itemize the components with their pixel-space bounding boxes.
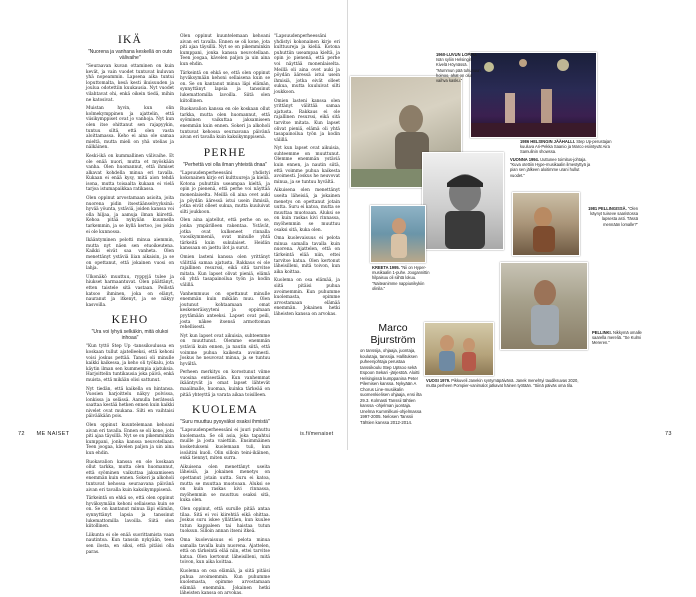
caption-label: KREETA 1995. (372, 265, 400, 270)
photo-pellinki-figure (501, 263, 587, 349)
perhe-paragraph: Olen aina ajatellut, että perhe on se, jonka ympärilleen rakentaa. Ystävät, jotka ovat kulkeneet rinnalla vuosikymmeniä, ovat minulle yhtä tärkeitä kuin sukulaiset. Heidän kanssaan on jaettu ilot ja surut. (180, 218, 270, 252)
kuolema-continued-paragraph: Aikuisena olen menettänyt useita läheisiä, ja jokainen menetys on opettanut jotain uutta. Suru ei katoa, mutta se muuttaa muotoaan. Aluksi se on kuin raskas kivi rinnassa, myöhemmin se muuttuu osaksi sitä, kuka olen. (274, 188, 340, 233)
keho-paragraph: Olen oppinut kuuntelemaan kehoani aivan eri tavalla. Ennen se oli kone, jota piti ajaa täysillä. Nyt se on pikemminkin kumppani, jonka kanssa neuvotellaan. Teen joogaa, kävelen paljon ja uin aina kun ehdin. (86, 423, 174, 457)
left-magazine-label: ME NAISET (36, 431, 70, 437)
caption-text: "Olen käynyt tuiseve saaristossa lapsesta asti. Tässä mennään lomalle?" (590, 206, 638, 227)
section-perhe-title: PERHE (203, 146, 247, 159)
photo-1979-figures (425, 323, 493, 375)
section-kuolema-title: KUOLEMA (192, 404, 258, 417)
section-ika-quote: "Nuorena ja vanhana keskellä on outo välivaihe" (87, 49, 173, 61)
left-column-1 (86, 34, 174, 555)
caption-text: Step Up-perustajan kuuluva Ari-Pekka Saanio ja Marco esiintyvät Aira Samulinin showssa. (520, 139, 612, 155)
section-ika-header (86, 34, 174, 61)
perhe-paragraph: Perheen merkitys on korostunut viime vuosina entisestään. Kun vanhemmat ikääntyvät ja omat lapset lähtevät maailmalle, huomaa, kuinka tärkeää on pitää yhteyttä ja varata aikaa toisilleen. (180, 370, 270, 398)
section-ika-title: IKÄ (117, 34, 143, 46)
photo-1981-figure (513, 193, 579, 255)
caption-text: Pikkuveli Janekin syntymäpäivänä. Janek menehtyi taudiksuvas 2020, mutta perheen Pompier-vanimalot jatkavat häinen työtään. "Siinä päiväs oma tila. (426, 378, 579, 389)
keho-continued-paragraph: Ruokavalion kanssa en ole koskaan ollut tarkka, mutta olen huomannut, että syöminen vaikuttaa jaksamiseen enemmän kuin ennen. Sokeri ja alkoholi tuntuvat kehossa seuraavana päivänä aivan eri tavalla kuin kaksikymppisenä. (180, 107, 270, 141)
perhe-paragraph: "Lapsuudenperheessäni yhdistyi kokonainen kirjo eri kulttuureja ja kieliä. Kotona puhuttiin useampaa kieltä, ja opin jo pienenä, että perhe voi näyttää monenlaiselta. Meillä oli aina ovet auki ja pöydän ääressä istui usein ihmisiä, jotka eivät olleet sukua, mutta kuuluivat silti joukkoon. (180, 170, 270, 215)
perhe-continued-paragraph: Omien lasteni kanssa olen yrittänyt välittää samaa ajatusta. Rakkaus ei ole rajallinen resurssi, eikä sitä tarvitse mitata. Kun lapset olivat pieniä, elämä oli yhtä tasapainoilua työn ja kodin välillä. (274, 98, 340, 143)
photo-1979-birthday (424, 322, 494, 376)
bio-name (360, 322, 426, 346)
bio-text: on tanssija, ohjaaja, juontaja, koulutaja, tanssija. Hallituksen puheenjohtaja perustaa tanssikoulu Step Uptsoo sekä Espoon Sekari -järjestöä. Aloitti Helsingissä kumppanina Peter Pilemisen kanssa. Nykyään A Chorus Line-musiikalin suomenkielisen ohjaaja, ensi ilta 29.3. Kolmasti Tanssii tähtien kanssa -ohjelman juontaja. Unelma Kummilkuni-ohjelmassa 1997-2005. Nelosen Tanssii Tähtien kanssa 2012-2014. (360, 348, 422, 425)
caption-1995 (372, 265, 438, 291)
keho-continued-paragraph: Olen oppinut kuuntelemaan kehoani aivan eri tavalla. Ennen se oli kone, jota piti ajaa täysillä. Nyt se on pikemminkin kumppani, jonka kanssa neuvotellaan. Teen joogaa, kävelen paljon ja uin aina kun ehdin. (180, 34, 270, 67)
photo-1995-figure (371, 206, 425, 262)
left-column-2 (180, 34, 270, 597)
caption-1979 (426, 378, 588, 388)
keho-paragraph: "Kun tyttö Step Up -tanssikoulussa en koskaan tullut ajatelleeksi, että kehoni voisi joskus pettää. Tanssi oli minulle kaikki kaikessa, ja keho oli työkalu, jota käytin ilman sen kummempia ajatuksia. Harjoittelin tuntikausia joka päivä, enkä muista, että mikään olisi sattunut. (86, 344, 174, 383)
section-perhe-header (180, 147, 270, 168)
kuolema-continued-paragraph: Oma kuolevaisuus ei pelota minua samalla tavalla kuin nuorena. Ajattelen, että on tärkeintä elää niin, ettei tarvitse katua. Olen kertonut läheisilleni, mitä toivon, kun aika koittaa. (274, 236, 340, 275)
keho-paragraph: Nyt tiedän, että kaikella on hintansa. Vuosien harjoittelu näkyy polvissa, lonkissa ja selässä. Aamulla herätessä saattaa kestää hetken ennen kuin kaikki nivelet ovat mukana. Silti en vaihtaisi päivääkään pois. (86, 386, 174, 420)
photo-1986-helsinki-stage (470, 52, 597, 138)
bio-last-name: Bjurström (370, 334, 416, 346)
ika-paragraph: Olen oppinut arvostamaan asioita, joita nuorena pidin itsestäänselvyyksinä: hyvää yöunta, ystäviä, joiden kanssa voi olla hiljaa, ja aamuja ilman kiirettä. Kehoa pitää nykyään kuunnella tarkemmin, ja se kyllä kertoo, jos jokin ei ole kunnossa. (86, 196, 174, 235)
ika-paragraph: "Seuraavan kuvan ottaminen on kuin kevät, ja vain vuodet tuntuvat kuluvan yhä nopeammin. Lapsena aika tuntui loputtomalta, kesä kesti ikuisuuden ja joulua odotettiin kuukausia. Nyt vuodet vilahtavat ohi, enkä oikein tiedä, mihin ne katosivat. (86, 64, 174, 103)
caption-text: Isän syliin Helsingin Kivelä Höynässä. "Mummun pää tuhunuun hoinoo, ahat on olut vaihva kasku." (436, 57, 481, 84)
caption-1960s (436, 52, 484, 83)
kuolema-paragraph: Olen oppinut, että surulle pitää antaa tilaa. Sitä ei voi kiirehtiä eikä ohittaa. Joskus suru iskee yllättäen, kun kuulee tutun kappaleen tai haistaa tutun tuoksun. Silloin annan itseni itkeä. (180, 506, 270, 535)
ika-paragraph: Ulkonäkö muuttuu, ryppyjä tulee ja hiukset harmaantuvat. Olen päättänyt, etten taistele sitä vastaan. Peilistä katsoo ihminen, joka on elänyt, nauranut ja itkenyt, ja se näkyy kasvoilla. (86, 274, 174, 308)
perhe-continued-paragraph: Nyt kun lapset ovat aikuisia, suhteemme on muuttunut. Olemme enemmän ystäviä kuin ennen, ja nautin siitä, että voimme puhua kaikesta avoimesti. Joskus he neuvovat minua, ja se tuntuu hyvältä. (274, 146, 340, 185)
photo-1994-figure (423, 153, 503, 249)
left-column-3 (274, 34, 340, 426)
caption-1994 (510, 157, 592, 178)
kuolema-paragraph: "Lapsuudenperheessäni ei juuri puhuttu kuolemasta. Se oli asia, joka tapahtui muille ja josta vaiettiin. Ensimmäinen kosketukseni kuolemaan tuli, kun isoäitini kuoli. Olin silloin teini-ikäinen, enkä tiennyt, miten surra. (180, 428, 270, 462)
caption-text: Uuttunee toimitus-johtaja. "Kuva otettiin Hype-musikaalin ilmestyttyä ja pian sen jälkeen aloitimme urani hullut vuodet." (510, 157, 591, 178)
perhe-paragraph: Vanhemmuus on opettanut minulle enemmän kuin mikään muu. Olen joutunut kohtaamaan omat keskeneräisyyteni ja oppimaan pyytämään anteeksi. Lapset ovat peili, josta näkee itsensä armottoman rehellisesti. (180, 291, 270, 331)
kuolema-paragraph: Aikuisena olen menettänyt useita läheisiä, ja jokainen menetys on opettanut jotain uutta. Suru ei katoa, mutta se muuttaa muotoaan. Aluksi se on kuin raskas kivi rinnassa, myöhemmin se muuttuu osaksi sitä, kuka olen. (180, 464, 270, 504)
section-keho-header (86, 314, 174, 341)
ika-paragraph: Ikääntyminen pelotti minua aiemmin, mutta nyt näen sen etuoikeutena. Kaikki eivät saa vanheta. Olen menettänyt ystäviä liian aikaisin, ja se on opettanut, että jokainen vuosi on lahja. (86, 238, 174, 272)
caption-label: PELLINKI. (592, 330, 612, 335)
section-kuolema-header (180, 404, 270, 425)
section-perhe-quote: "Perhettä voi olla ilman yhteistä dnaa" (183, 161, 267, 168)
bio-first-name: Marco (378, 322, 408, 334)
photo-1994-portrait (422, 152, 504, 250)
caption-text: Nikkymä omalle saarella mereliä. "Se Kulmi Mereren." (592, 330, 642, 346)
page-gutter (347, 0, 348, 450)
ika-paragraph: Keski-ikä on kummallinen välivaihe. Et ole enää nuori, mutta et myöskään vanha. Olen huomannut, että ihmiset alkavat kohdella minua eri tavalla. Kukaan ei enää kysy, mitä aion tehdä isona, mutta toisaalta kukaan ei vielä tarjoa istumapaikkaa ratikassa. (86, 153, 174, 193)
kuolema-continued-paragraph: Kuolema on osa elämää, ja siitä pitäisi puhua avoimemmin. Kun puhumme kuolemasta, opimme arvostamaan elämää enemmän. Jokainen hetki läheisten kanssa on arvokas. (274, 278, 340, 317)
left-folio (18, 431, 69, 437)
keho-paragraph: Tärkeintä on ehkä se, että olen oppinut hyväksymään kehoni sellaisena kuin se on. Se on kantanut minua läpi elämän, synnyttänyt lapsia ja tanssinut lukemattomilla lavoilla. Siitä olen kiitollinen. (86, 496, 174, 530)
perhe-paragraph: Omien lasteni kanssa olen yrittänyt välittää samaa ajatusta. Rakkaus ei ole rajallinen resurssi, eikä sitä tarvitse mitata. Kun lapset olivat pieniä, elämä oli yhtä tasapainoilua työn ja kodin välillä. (180, 255, 270, 288)
photo-pellinki-island (500, 262, 588, 350)
perhe-paragraph: Nyt kun lapset ovat aikuisia, suhteemme on muuttunut. Olemme enemmän ystäviä kuin ennen, ja nautin siitä, että voimme puhua kaikesta avoimesti. Joskus he neuvovat minua, ja se tuntuu hyvältä. (180, 333, 270, 367)
keho-continued-paragraph: Tärkeintä on ehkä se, että olen oppinut hyväksymään kehoni sellaisena kuin se on. Se on kantanut minua läpi elämän, synnyttänyt lapsia ja tanssinut lukemattomilla lavoilla. Siitä olen kiitollinen. (180, 70, 270, 104)
kuolema-paragraph: Kuolema on osa elämää, ja siitä pitäisi puhua avoimemmin. Kun puhumme kuolemasta, opimme arvostamaan elämää enemmän. Jokainen hetki läheisten kanssa on arvokas. (180, 568, 270, 597)
photo-1981-pellinki (512, 192, 580, 256)
caption-label: VUONNA 1994. (510, 157, 539, 162)
ika-paragraph: Muistan hyvin, kun olin kolmekymppinen ja ajattelin, että viisikymppiset ovat jo vanhoja. Nyt kun olen itse ohittanut sen rajapyykin, tuntuu siltä, että olen vasta aloittamassa. Keho ei aina ole samaa mieltä, mutta mieli on yhä utelias ja nälkäinen. (86, 106, 174, 151)
caption-text: "Nii on Hyper-musikaalin 1-puhe. Joogannittin hilpaisuu oli siihtä lokuu. "Naiteanimme nappiunikykiin olinila." (372, 265, 430, 291)
caption-1981 (586, 206, 638, 227)
caption-1986 (520, 139, 612, 155)
caption-label: 1986 HELSINGIN JÄÄHALLI. (520, 139, 576, 144)
photo-1986-stage-lights (471, 53, 596, 137)
section-keho-quote: "Ura voi lyhyä selkäkin, mitä olukoi inhoaa" (91, 329, 169, 342)
keho-paragraph: Liikunta ei ole enää suorittamista vaan nautintoa. Kun tanssin nykyään, teen sen ilosta, en siksi, että pitäisi olla paras. (86, 532, 174, 555)
right-page-number: 73 (665, 431, 672, 437)
left-page-number: 72 (18, 431, 25, 437)
kuolema-paragraph: Oma kuolevaisuus ei pelota minua samalla tavalla kuin nuorena. Ajattelen, että on tärkeintä elää niin, ettei tarvitse katua. Olen kertonut läheisilleni, mitä toivon, kun aika koittaa. (180, 537, 270, 566)
caption-label: 1981 PELLINGISSÄ. (588, 206, 627, 211)
caption-label: VUOSI 1979. (426, 378, 451, 383)
right-url: is.fi/menaiset (300, 431, 334, 437)
section-keho-title: KEHO (111, 314, 149, 327)
photo-1995-crete (370, 205, 426, 263)
section-kuolema-quote: "Suru muuttuu pysyväksi osaksi ihmistä" (180, 419, 270, 426)
caption-pellinki (592, 330, 642, 346)
caption-label: 1960-LUVUN LOPPU. (436, 52, 477, 57)
perhe-continued-paragraph: "Lapsuudenperheessäni yhdistyi kokonainen kirjo eri kulttuureja ja kieliä. Kotona puhuttiin useampaa kieltä, ja opin jo pienenä, että perhe voi näyttää monenlaiselta. Meillä oli aina ovet auki ja pöydän ääressä istui usein ihmisiä, jotka eivät olleet sukua, mutta kuuluivat silti joukkoon. (274, 34, 340, 95)
keho-paragraph: Ruokavalion kanssa en ole koskaan ollut tarkka, mutta olen huomannut, että syöminen vaikuttaa jaksamiseen enemmän kuin ennen. Sokeri ja alkoholi tuntuvat kehossa seuraavana päivänä aivan eri tavalla kuin kaksikymppisenä. (86, 459, 174, 493)
